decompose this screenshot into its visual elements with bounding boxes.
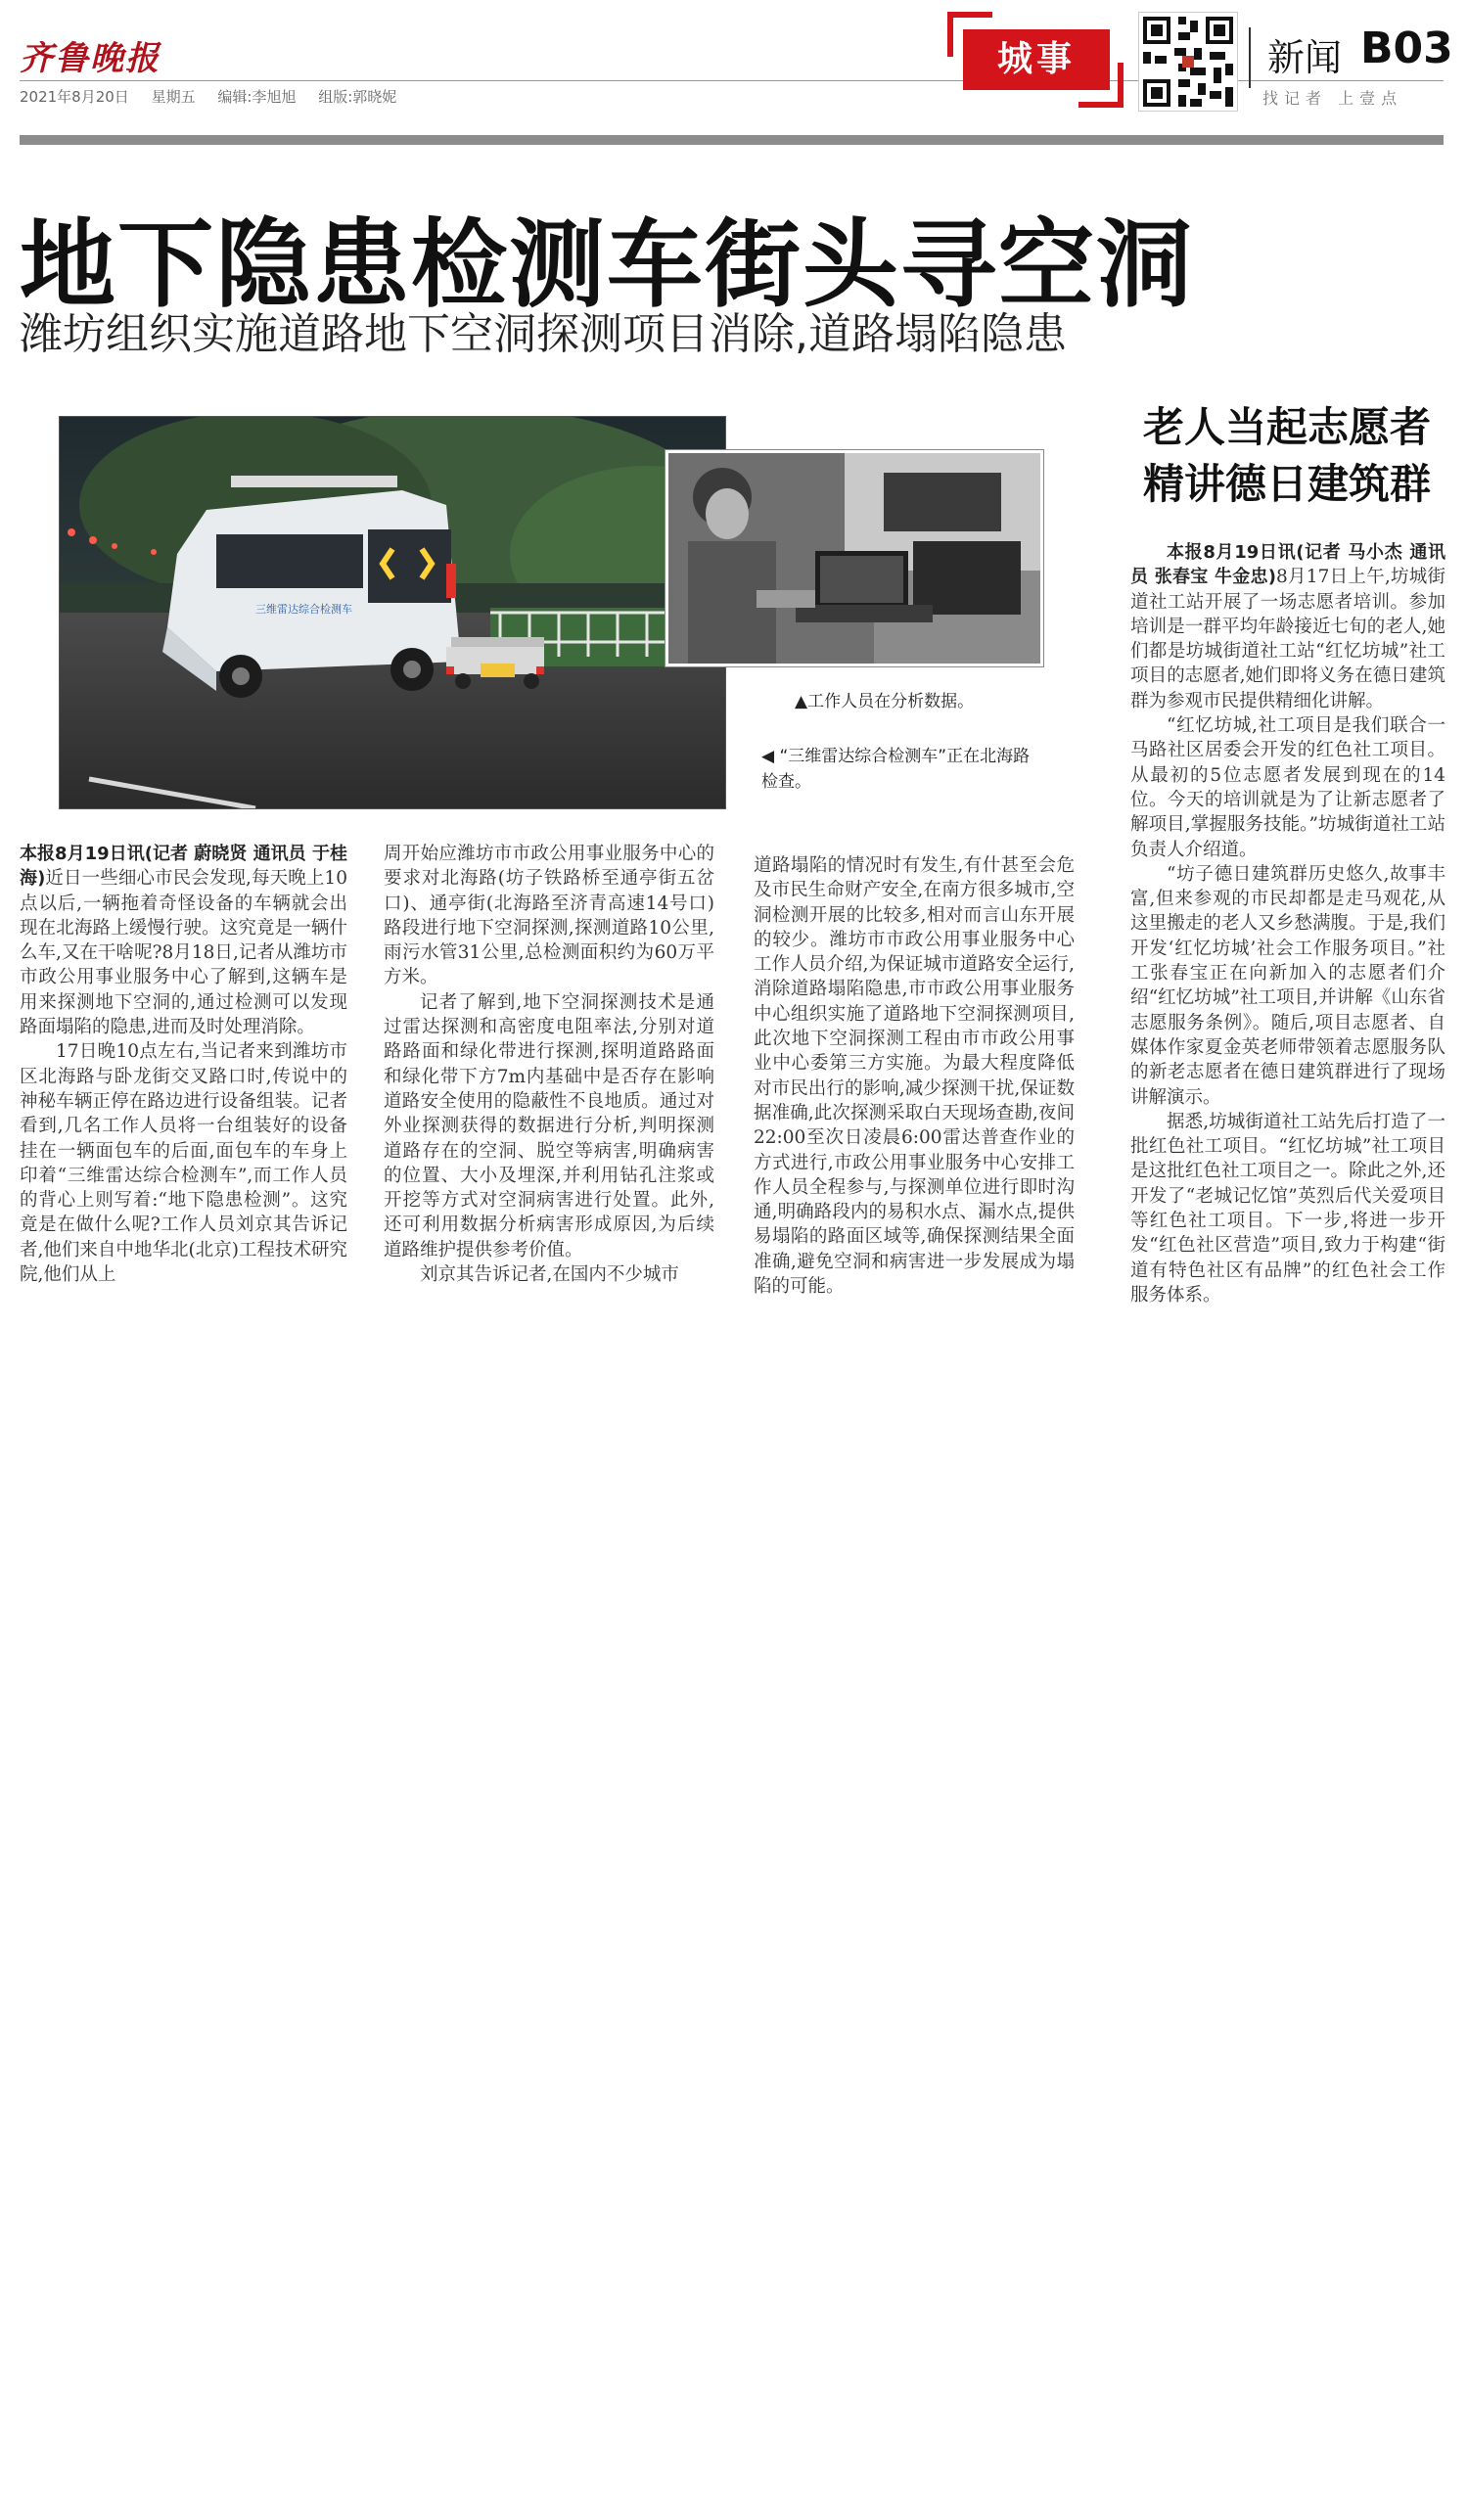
article-paragraph: 17日晚10点左右,当记者来到潍坊市区北海路与卧龙街交叉路口时,传说中的神秘车辆正停在路边进行设备组装。记者看到,几名工作人员将一台组装好的设备挂在一辆面包车的后面,面包车的车身上印着“三维雷达综合检测车”,而工作人员的背心上则写着:“地下隐患检测”。这究竟是在做什么呢?工作人员刘京其告诉记者,他们来自中地华北(北京)工程技术研究院,他们从上 <box>20 1041 347 1286</box>
inset-photo-caption: ▲工作人员在分析数据。 <box>795 692 975 711</box>
dateline <box>20 86 414 107</box>
side-story-title <box>1125 399 1448 513</box>
article-byline: 本报8月19日讯(记者 蔚晓贤 通讯员 于桂海) <box>20 844 347 890</box>
article-column-2 <box>384 842 714 1287</box>
article-column-3 <box>754 853 1075 1299</box>
side-paragraph: “红忆坊城,社工项目是我们联合一马路社区居委会开发的红色社工项目。从最初的5位志愿者发展到现在的14位。今天的培训就是为了让新志愿者了解项目,掌握服务技能。”坊城街道社工站负责人介绍道。 <box>1130 715 1445 860</box>
van-side-text: 三维雷达综合检测车 <box>255 603 352 616</box>
article-paragraph: 周开始应潍坊市市政公用事业服务中心的要求对北海路(坊子铁路桥至通亭街五岔口)、通亭街(北海路至济青高速14号口)路段进行地下空洞探测,探测道路10公里,雨污水管31公里,总检测面积约为60万平方米。 <box>384 844 714 988</box>
side-title-line1: 老人当起志愿者 <box>1142 403 1431 451</box>
qr-code-icon[interactable] <box>1138 12 1238 112</box>
article-paragraph: 近日一些细心市民会发现,每天晚上10点以后,一辆拖着奇怪设备的车辆就会出现在北海路上缓慢行驶。这究竟是一辆什么车,又在干啥呢?8月18日,记者从潍坊市市政公用事业服务中心了解到,这辆车是用来探测地下空洞的,通过检测可以发现路面塌陷的隐患,进而及时处理消除。 <box>20 868 347 1038</box>
side-story-byline: 本报8月19日讯(记者 马小杰 通讯员 张春宝 牛金忠) <box>1130 542 1445 588</box>
article-paragraph: 刘京其告诉记者,在国内不少城市 <box>420 1264 679 1286</box>
article-paragraph: 记者了解到,地下空洞探测技术是通过雷达探测和高密度电阻率法,分别对道路路面和绿化带进行探测,探明道路路面和绿化带下方7m内基础中是否存在影响道路安全使用的隐蔽性不良地质。通过对外业探测获得的数据进行分析,判明探测道路存在的空洞、脱空等病害,明确病害的位置、大小及埋深,并利用钻孔注浆或开挖等方式对空洞病害进行处置。此外,还可利用数据分析病害形成原因,为后续道路维护提供参考价值。 <box>384 991 714 1260</box>
side-paragraph: 8月17日上午,坊城街道社工站开展了一场志愿者培训。参加培训是一群平均年龄接近七旬的老人,她们都是坊城街道社工站“红忆坊城”社工项目的志愿者,她们即将义务在德日建筑群为参观市民提供精细化讲解。 <box>1130 567 1445 711</box>
main-subheadline: 潍坊组织实施道路地下空洞探测项目消除,道路塌陷隐患 <box>20 309 1067 359</box>
section-label: 城事 <box>963 29 1110 90</box>
newspaper-logo: 齐鲁晚报 <box>20 39 161 78</box>
category-label: 新闻 <box>1267 36 1343 79</box>
side-paragraph: “坊子德日建筑群历史悠久,故事丰富,但来参观的市民却都是走马观花,从这里搬走的老人又乡愁满腹。于是,我们开发‘红忆坊城’社会工作服务项目。”社工张春宝正在向新加入的志愿者们介绍“红忆坊城”社工项目,并讲解《山东省志愿服务条例》。随后,项目志愿者、自媒体作家夏金英老师带领着志愿服务队的新老志愿者在德日建筑群进行了现场讲解演示。 <box>1130 863 1445 1108</box>
main-headline: 地下隐患检测车街头寻空洞 <box>20 209 1195 321</box>
layout-credit: 组版:郭晓妮 <box>318 88 397 106</box>
main-photo-caption: ◀ “三维雷达综合检测车”正在北海路检查。 <box>761 747 1031 792</box>
inset-photo <box>665 450 1043 666</box>
motto: 找记者 上壹点 <box>1262 89 1403 108</box>
header-band <box>20 135 1444 145</box>
issue-date: 2021年8月20日 <box>20 88 129 106</box>
main-photo <box>59 416 726 809</box>
article-paragraph: 道路塌陷的情况时有发生,有什甚至会危及市民生命财产安全,在南方很多城市,空洞检测开展的比较多,相对而言山东开展的较少。潍坊市市政公用事业服务中心工作人员介绍,为保证城市道路安全运行,消除道路塌陷隐患,市市政公用事业服务中心组织实施了道路地下空洞探测项目,此次地下空洞探测工程由市市政公用事业中心委第三方实施。为最大程度降低对市民出行的影响,减少探测干扰,保证数据准确,此次探测采取白天现场查勘,夜间22:00至次日凌晨6:00雷达普查作业的方式进行,市政公用事业服务中心安排工作人员全程参与,与探测单位进行即时沟通,明确路段内的易积水点、漏水点,提供易塌陷的路面区域等,确保探测结果全面准确,避免空洞和病害进一步发展成为塌陷的可能。 <box>754 855 1075 1298</box>
issue-weekday: 星期五 <box>151 88 196 106</box>
masthead-divider <box>1249 27 1251 88</box>
page-number: B03 <box>1360 23 1453 73</box>
side-paragraph: 据悉,坊城街道社工站先后打造了一批红色社工项目。“红忆坊城”社工项目是这批红色社工项目之一。除此之外,还开发了“老城记忆馆”英烈后代关爱项目等红色社工项目。下一步,将进一步开发“红色社区营造”项目,致力于构建“街道有特色社区有品牌”的红色社会工作服务体系。 <box>1130 1111 1445 1306</box>
article-column-1 <box>20 842 347 1287</box>
side-story-column <box>1130 540 1445 1307</box>
editor-credit: 编辑:李旭旭 <box>217 88 297 106</box>
side-title-line2: 精讲德日建筑群 <box>1142 460 1431 508</box>
